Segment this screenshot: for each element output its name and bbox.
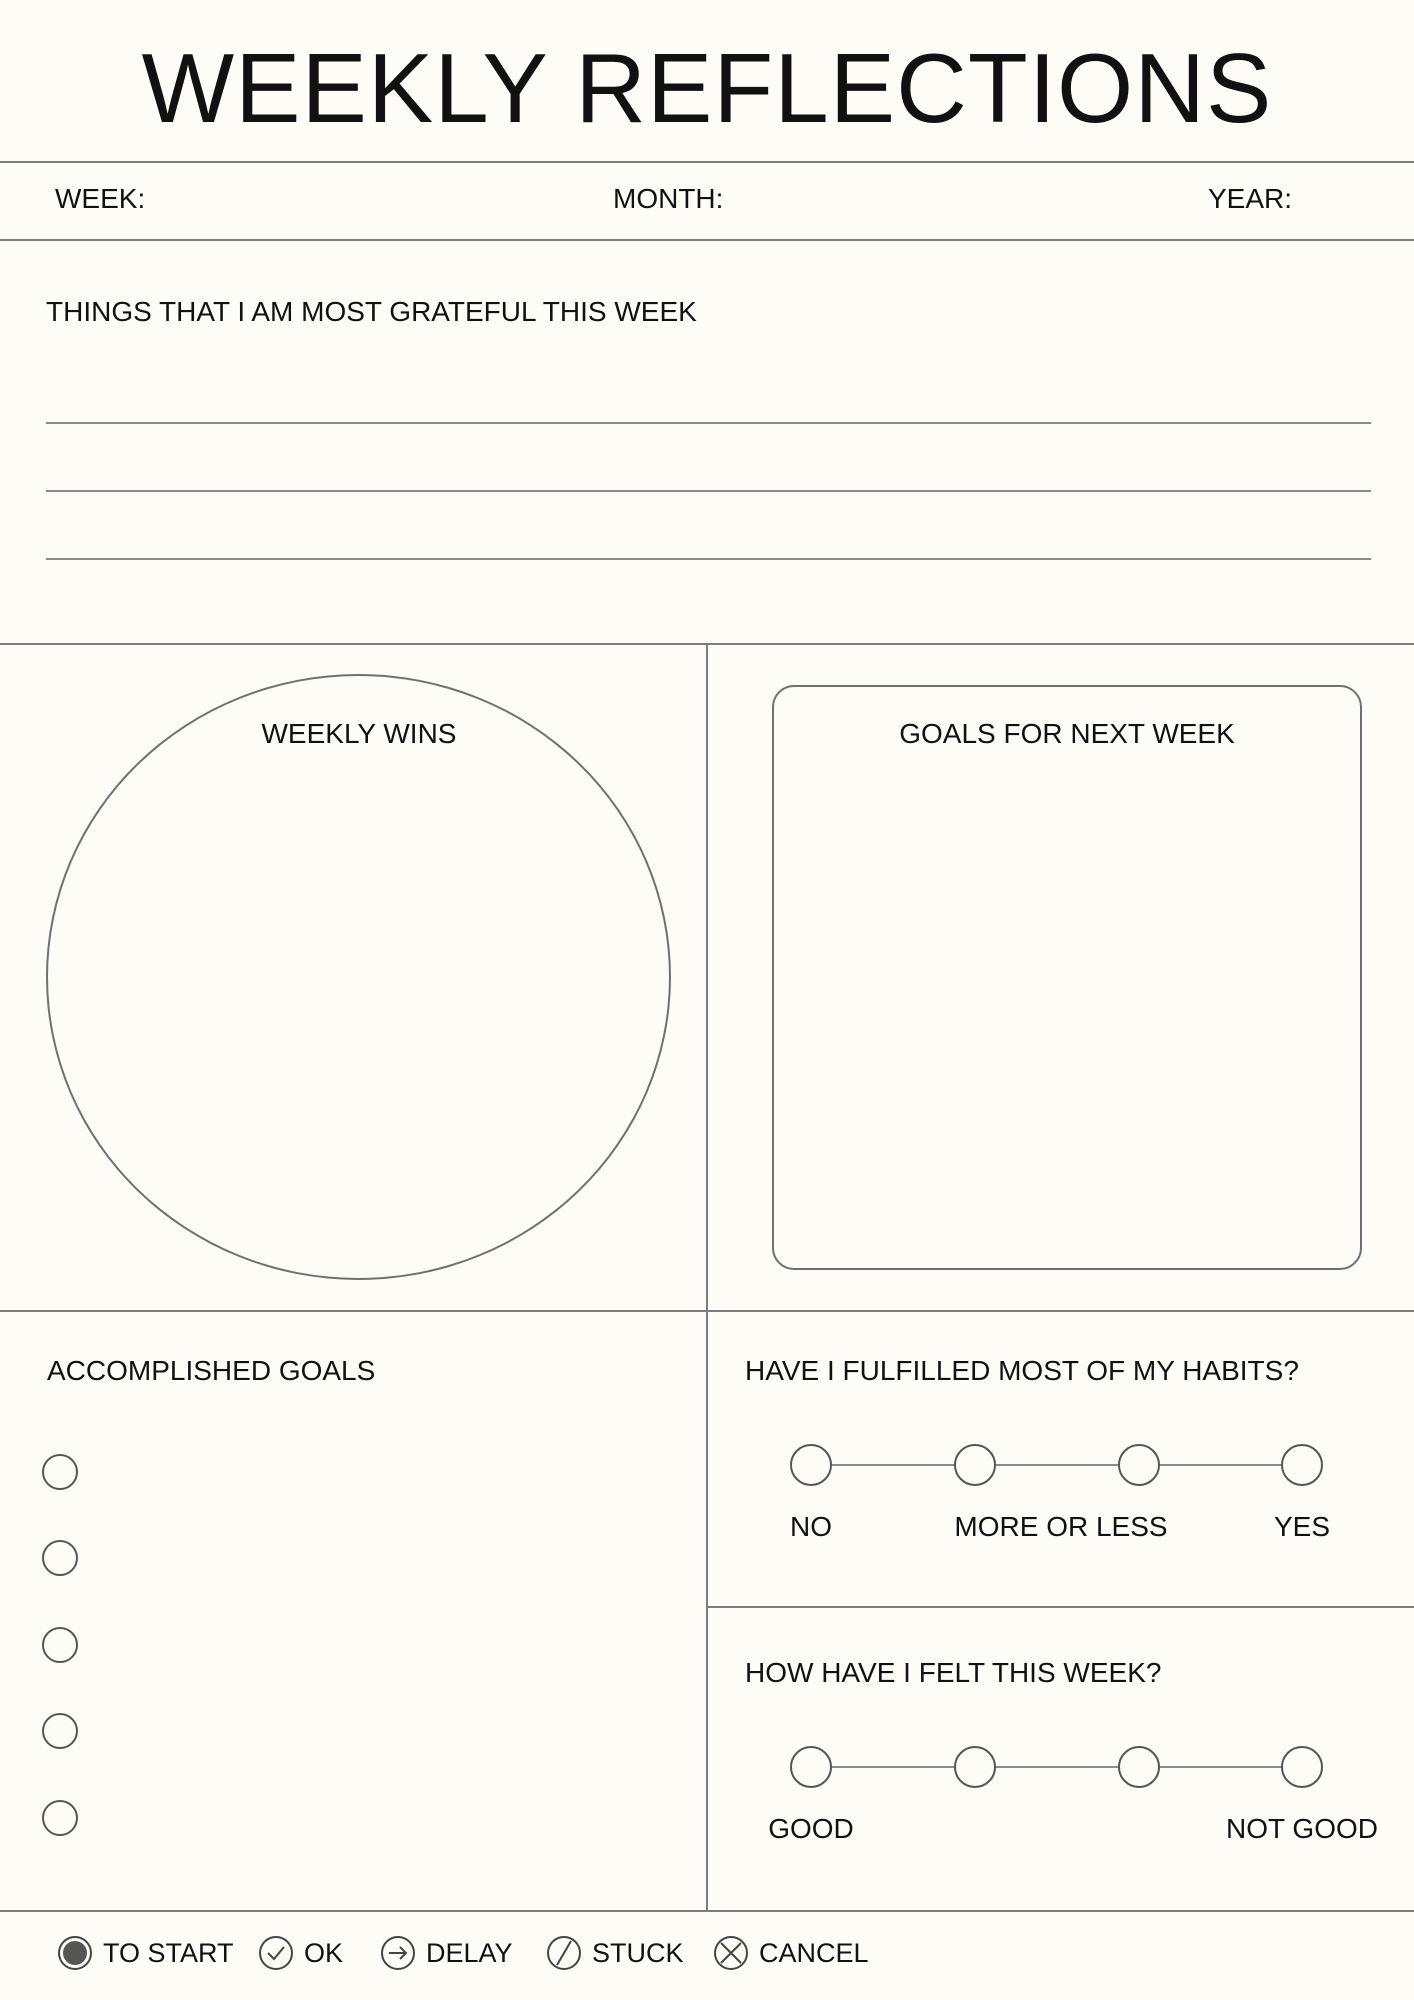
legend-stuck-label: STUCK: [592, 1938, 684, 1968]
grateful-write-line-1[interactable]: [46, 422, 1371, 424]
slash-circle-icon: [546, 1935, 582, 1971]
month-label: MONTH:: [613, 183, 724, 214]
goal-checkbox[interactable]: [42, 1627, 78, 1663]
divider: [0, 1310, 1414, 1312]
year-label: YEAR:: [1208, 183, 1293, 214]
habits-heading: HAVE I FULFILLED MOST OF MY HABITS?: [745, 1355, 1299, 1386]
goal-checkbox[interactable]: [42, 1454, 78, 1490]
divider: [706, 1606, 1414, 1608]
feelings-label-good: GOOD: [768, 1813, 854, 1844]
arrow-circle-icon: [380, 1935, 416, 1971]
check-circle-icon: [258, 1935, 294, 1971]
grateful-heading: THINGS THAT I AM MOST GRATEFUL THIS WEEK: [46, 296, 697, 327]
weekly-wins-circle[interactable]: [46, 674, 671, 1280]
habits-option-yes[interactable]: [1281, 1444, 1323, 1486]
filled-circle-icon: [57, 1935, 93, 1971]
column-divider: [706, 643, 708, 1911]
habits-option-no[interactable]: [790, 1444, 832, 1486]
legend-delay: [380, 1934, 513, 1972]
goal-checkbox[interactable]: [42, 1540, 78, 1576]
goal-checkbox[interactable]: [42, 1800, 78, 1836]
weekly-wins-heading: WEEKLY WINS: [261, 718, 457, 749]
goals-next-week-box[interactable]: [772, 685, 1362, 1270]
grateful-write-line-3[interactable]: [46, 558, 1371, 560]
week-label: WEEK:: [55, 183, 146, 214]
feelings-scale-track: [810, 1766, 1302, 1768]
feelings-option-2[interactable]: [954, 1746, 996, 1788]
legend-to-start-label: TO START: [103, 1938, 234, 1968]
habits-label-yes: YES: [1273, 1511, 1331, 1542]
accomplished-goals-heading: ACCOMPLISHED GOALS: [47, 1355, 376, 1386]
legend-ok-label: OK: [304, 1938, 344, 1968]
legend-ok: [258, 1934, 343, 1972]
grateful-write-line-2[interactable]: [46, 490, 1371, 492]
legend-delay-label: DELAY: [426, 1938, 513, 1968]
legend-cancel: [713, 1934, 869, 1972]
goal-checkbox[interactable]: [42, 1713, 78, 1749]
habits-label-more-or-less: MORE OR LESS: [954, 1511, 1168, 1542]
feelings-option-3[interactable]: [1118, 1746, 1160, 1788]
page-title: WEEKLY REFLECTIONS: [141, 33, 1273, 143]
legend-to-start: [57, 1934, 234, 1972]
divider: [0, 161, 1414, 163]
habits-label-no: NO: [790, 1511, 832, 1542]
feelings-option-not-good[interactable]: [1281, 1746, 1323, 1788]
divider: [0, 1910, 1414, 1912]
habits-option-2[interactable]: [954, 1444, 996, 1486]
legend-stuck: [546, 1934, 684, 1972]
feelings-option-good[interactable]: [790, 1746, 832, 1788]
divider: [0, 239, 1414, 241]
habits-option-3[interactable]: [1118, 1444, 1160, 1486]
goals-next-week-heading: GOALS FOR NEXT WEEK: [899, 718, 1235, 749]
feelings-label-not-good: NOT GOOD: [1226, 1813, 1378, 1844]
legend-cancel-label: CANCEL: [759, 1938, 869, 1968]
habits-scale-track: [810, 1464, 1302, 1466]
x-circle-icon: [713, 1935, 749, 1971]
feelings-heading: HOW HAVE I FELT THIS WEEK?: [745, 1657, 1162, 1688]
